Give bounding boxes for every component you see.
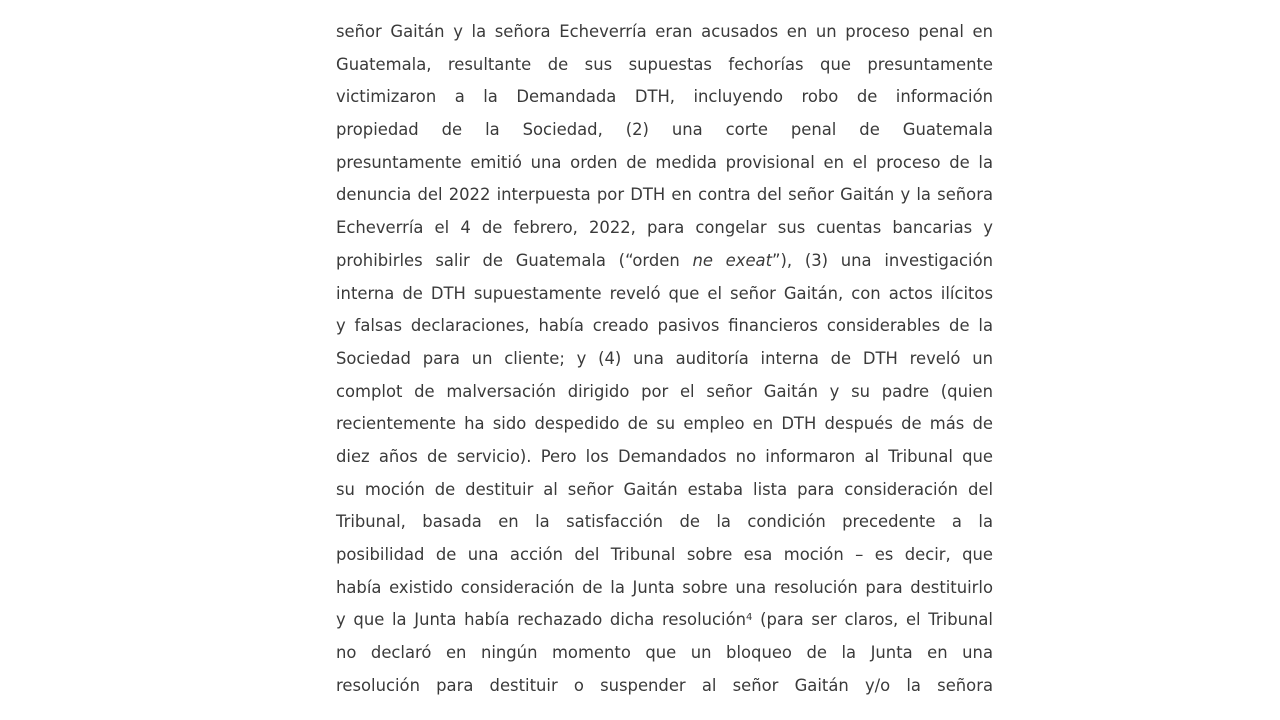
text-line [336, 245, 993, 278]
text-segment: ”), (3) una investigación [772, 250, 993, 270]
text-line: victimizaron a la Demandada DTH, incluyendo robo de información [336, 87, 993, 107]
text-line: Echeverría el 4 de febrero, 2022, para congelar sus cuentas bancarias y [336, 218, 993, 238]
footnote-marker[interactable]: 4 [746, 612, 753, 624]
text-line: no declaró en ningún momento que un bloqueo de la Junta en una [336, 643, 993, 663]
text-line: resolución para destituir o suspender al señor Gaitán y/o la señora [336, 675, 993, 695]
text-line: propiedad de la Sociedad, (2) una corte penal de Guatemala [336, 120, 993, 140]
italic-term: ne exeat [692, 250, 773, 270]
text-line: presuntamente emitió una orden de medida provisional en el proceso de la [336, 152, 993, 172]
text-line: señor Gaitán y la señora Echeverría eran acusados en un proceso penal en [336, 22, 993, 41]
text-line: su moción de destituir al señor Gaitán estaba lista para consideración del [336, 479, 993, 499]
text-line: Sociedad para un cliente; y (4) una auditoría interna de DTH reveló un [336, 348, 993, 368]
text-line: Tribunal, basada en la satisfacción de la condición precedente a la [336, 512, 993, 532]
body-paragraph [336, 16, 993, 702]
text-line: y falsas declaraciones, había creado pasivos financieros considerables de la [336, 316, 993, 336]
text-line: Guatemala, resultante de sus supuestas fechorías que presuntamente [336, 54, 993, 74]
text-segment: y que la Junta había rechazado dicha resolución [336, 610, 746, 630]
text-line: diez años de servicio). Pero los Demandados no informaron al Tribunal que [336, 446, 993, 466]
text-line: posibilidad de una acción del Tribunal sobre esa moción – es decir, que [336, 545, 993, 564]
text-line: denuncia del 2022 interpuesta por DTH en contra del señor Gaitán y la señora [336, 185, 993, 205]
text-line: complot de malversación dirigido por el señor Gaitán y su padre (quien [336, 381, 993, 401]
text-segment: prohibirles salir de Guatemala (“orden [336, 250, 693, 270]
text-line: recientemente ha sido despedido de su empleo en DTH después de más de [336, 414, 993, 434]
text-segment: (para ser claros, el Tribunal [752, 610, 993, 630]
text-line: había existido consideración de la Junta sobre una resolución para destituirlo [336, 577, 993, 597]
text-line [336, 604, 993, 637]
text-line: interna de DTH supuestamente reveló que el señor Gaitán, con actos ilícitos [336, 283, 993, 303]
